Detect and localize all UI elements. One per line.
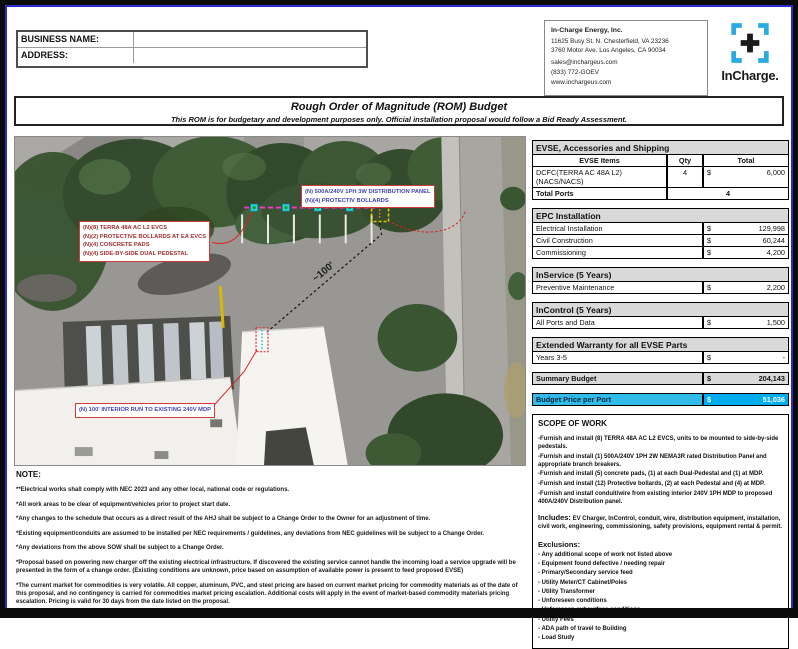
exclusions-label: Exclusions:	[538, 539, 581, 549]
summary-budget-row	[532, 372, 789, 385]
price-per-port-amount: 51,036	[762, 395, 785, 404]
company-email: sales@inchargeus.com	[551, 59, 618, 67]
distance-label: ~100'	[310, 260, 337, 285]
section-evse	[532, 140, 789, 200]
business-info-box	[16, 30, 368, 68]
summary-amount: 204,143	[758, 374, 785, 383]
page-subtitle: This ROM is for budgetary and development purposes only. Official installation proposal would follow a Bid Ready Assessment.	[170, 115, 628, 124]
exclusion-item: - Utility Meter/CT Cabinet/Poles	[538, 579, 628, 586]
exclusion-item: - Unforeseen conditions	[538, 598, 607, 605]
incharge-logo-icon	[729, 22, 771, 64]
address-label: ADDRESS:	[18, 48, 134, 63]
row-amount: 4,200	[766, 248, 785, 257]
currency-symbol: $	[707, 248, 712, 257]
evse-item-row	[532, 167, 789, 188]
scope-item: -Furnish and install (12) Protective bollards, (2) at each Pedestal and (4) at MDP.	[538, 480, 765, 487]
company-address-2: 3760 Motor Ave. Los Angeles, CA 90034	[551, 47, 666, 55]
section-evse-header: EVSE, Accessories and Shipping	[532, 140, 789, 155]
section-inservice	[532, 267, 789, 294]
company-website: www.inchargeus.com	[551, 79, 612, 87]
scope-item: -Furnish and install (8) TERRA 48A AC L2 EVCS, units to be mounted to side-by-side pedestals.	[538, 436, 779, 451]
evse-item-total-amount: 6,000	[766, 168, 785, 177]
exclusion-item: - Primary/Secondary service feed	[538, 570, 633, 577]
evse-item-total	[703, 167, 789, 188]
section-incontrol-header: InControl (5 Years)	[532, 302, 789, 317]
evse-column-headers	[532, 155, 789, 167]
col-evse-items: EVSE Items	[532, 155, 667, 167]
table-row: Years 3-5 $ -	[532, 352, 789, 364]
currency-symbol: $	[707, 318, 712, 327]
notes-title: NOTE:	[16, 470, 41, 479]
scope-item: -Furnish and install (5) concrete pads, (1) at each Dual-Pedestal and (1) at MDP.	[538, 471, 764, 478]
scope-of-work-box	[532, 414, 789, 649]
row-amount: -	[782, 353, 785, 362]
exclusion-item: - ADA path of travel to Building	[538, 626, 627, 633]
address-field[interactable]	[134, 48, 366, 63]
business-name-row	[18, 32, 366, 48]
budget-panel	[532, 140, 789, 649]
incharge-wordmark: InCharge.	[721, 68, 779, 83]
company-name: In-Charge Energy, Inc.	[551, 27, 623, 34]
page-title: Rough Order of Magnitude (ROM) Budget	[290, 101, 508, 113]
aerial-site-photo	[14, 136, 526, 466]
table-row: Electrical Installation $ 129,998	[532, 223, 789, 235]
currency-symbol: $	[707, 236, 712, 245]
business-name-label: BUSINESS NAME:	[18, 32, 134, 47]
row-amount: 60,244	[762, 236, 785, 245]
section-warranty-header: Extended Warranty for all EVSE Parts	[532, 337, 789, 352]
exclusion-item: - Load Study	[538, 635, 575, 642]
currency-symbol: $	[707, 168, 712, 177]
price-per-port-value	[703, 393, 789, 406]
currency-symbol: $	[707, 353, 712, 362]
currency-symbol: $	[707, 224, 712, 233]
section-inservice-header: InService (5 Years)	[532, 267, 789, 282]
evse-item-qty: 4	[667, 167, 703, 188]
section-incontrol	[532, 302, 789, 329]
incharge-logo	[714, 22, 786, 100]
currency-symbol: $	[707, 395, 712, 404]
company-info-block	[544, 20, 708, 96]
note-item: *Proposal based on powering new charger off the existing electrical infrastructure. If discovered the existing service cannot handle the incoming load a service upgrade will be presented in the form of a change order. (Existing conditions are unknown, price based on assumption of available power is present to feed proposed EVSE)	[16, 559, 516, 575]
note-item: *The current market for commodities is very volatile. All copper, aluminum, PVC, and steel pricing are based on current market pricing for commodity materials as of the date of this proposal, and no contingency is carried for commodities market pricing escalation. Additional costs will apply in the event of market-based commodity materials pricing escalation. Pricing is valid for 30 days from the date listed on the proposal.	[16, 582, 518, 605]
row-amount: 1,500	[766, 318, 785, 327]
company-address-1: 11625 Busy St, N. Chesterfield, VA 23236	[551, 37, 669, 45]
currency-symbol: $	[707, 374, 712, 383]
note-item: *Any changes to the schedule that occurs as a direct result of the AHJ shall be subject to a Change Order to the Owner for an adjustment of time.	[16, 516, 431, 523]
exclusion-item: - Any additional scope of work not listed above	[538, 551, 673, 558]
page-bottom-rule	[0, 608, 798, 613]
section-warranty	[532, 337, 789, 364]
table-row: Commissioning $ 4,200	[532, 247, 789, 259]
business-name-field[interactable]	[134, 32, 366, 47]
budget-price-per-port-row	[532, 393, 789, 406]
company-phone: (833) 772-GOEV	[551, 69, 599, 77]
table-row: Preventive Maintenance $ 2,200	[532, 282, 789, 294]
table-row: All Ports and Data $ 1,500	[532, 317, 789, 329]
price-per-port-label: Budget Price per Port	[532, 393, 703, 406]
exclusion-item: - Utility Fees	[538, 616, 574, 623]
includes-label: Includes:	[538, 512, 571, 522]
scope-title: SCOPE OF WORK	[538, 419, 607, 428]
currency-symbol: $	[707, 283, 712, 292]
evse-item-name: DCFC(TERRA AC 48A L2) (NACS/NACS)	[532, 167, 667, 188]
address-row	[18, 48, 366, 63]
annotation-mdp: (N) 100' INTERIOR RUN TO EXISTING 240V MDP	[75, 403, 215, 418]
table-row: Civil Construction $ 60,244	[532, 235, 789, 247]
exclusion-item: - Equipment found defective / needing repair	[538, 560, 666, 567]
summary-budget-value	[703, 372, 789, 385]
title-bar	[14, 96, 784, 126]
total-ports-label: Total Ports	[532, 188, 667, 200]
note-item: *Existing equipment/conduits are assumed to be installed per NEC requirements / guidelines, any deviations from NEC guidelines will be subject to a Change Order.	[16, 530, 485, 537]
note-item: **Electrical works shall comply with NEC 2023 and any other local, national code or regulations.	[16, 487, 290, 493]
annotation-evcs: (N)(8) TERRA 48A AC L2 EVCS (N)(2) PROTECTIVE BOLLARDS AT EA EVCS (N)(4) CONCRETE PADS (N)(4) SIDE-BY-SIDE DUAL PEDESTAL	[79, 221, 210, 262]
col-qty: Qty	[667, 155, 703, 167]
scope-includes	[538, 513, 783, 532]
note-item: *Any deviations from the above SOW shall be subject to a Change Order.	[16, 545, 224, 552]
scope-item: -Furnish and install conduit/wire from existing interior 240V 1PH MDP to proposed 400A/240V Distribution panel.	[538, 490, 773, 505]
row-amount: 129,998	[758, 224, 785, 233]
notes-section	[16, 470, 522, 612]
building-roof-left	[15, 378, 242, 465]
annotation-panel: (N) 500A/240V 1PH 3W DISTRIBUTION PANEL (N)(4) PROTECTIV BOLLARDS	[301, 185, 435, 208]
includes-text: EV Charger, InControl, conduit, wire, distribution equipment, installation, civil work, engineering, commissioning, safety provisions, equipment rental & permit.	[538, 515, 783, 531]
exclusion-item: - Utility Transformer	[538, 588, 596, 595]
total-ports-value: 4	[667, 188, 789, 200]
section-epc	[532, 208, 789, 259]
note-item: *All work areas to be clear of equipment/vehicles prior to project start date.	[16, 501, 231, 508]
section-epc-header: EPC Installation	[532, 208, 789, 223]
total-ports-row	[532, 188, 789, 200]
scope-item: -Furnish and install (1) 500A/240V 1PH 2W NEMA3R rated Distribution Panel and appropriate branch breakers.	[538, 453, 767, 468]
row-amount: 2,200	[766, 283, 785, 292]
summary-budget-label: Summary Budget	[532, 372, 703, 385]
col-total: Total	[703, 155, 789, 167]
